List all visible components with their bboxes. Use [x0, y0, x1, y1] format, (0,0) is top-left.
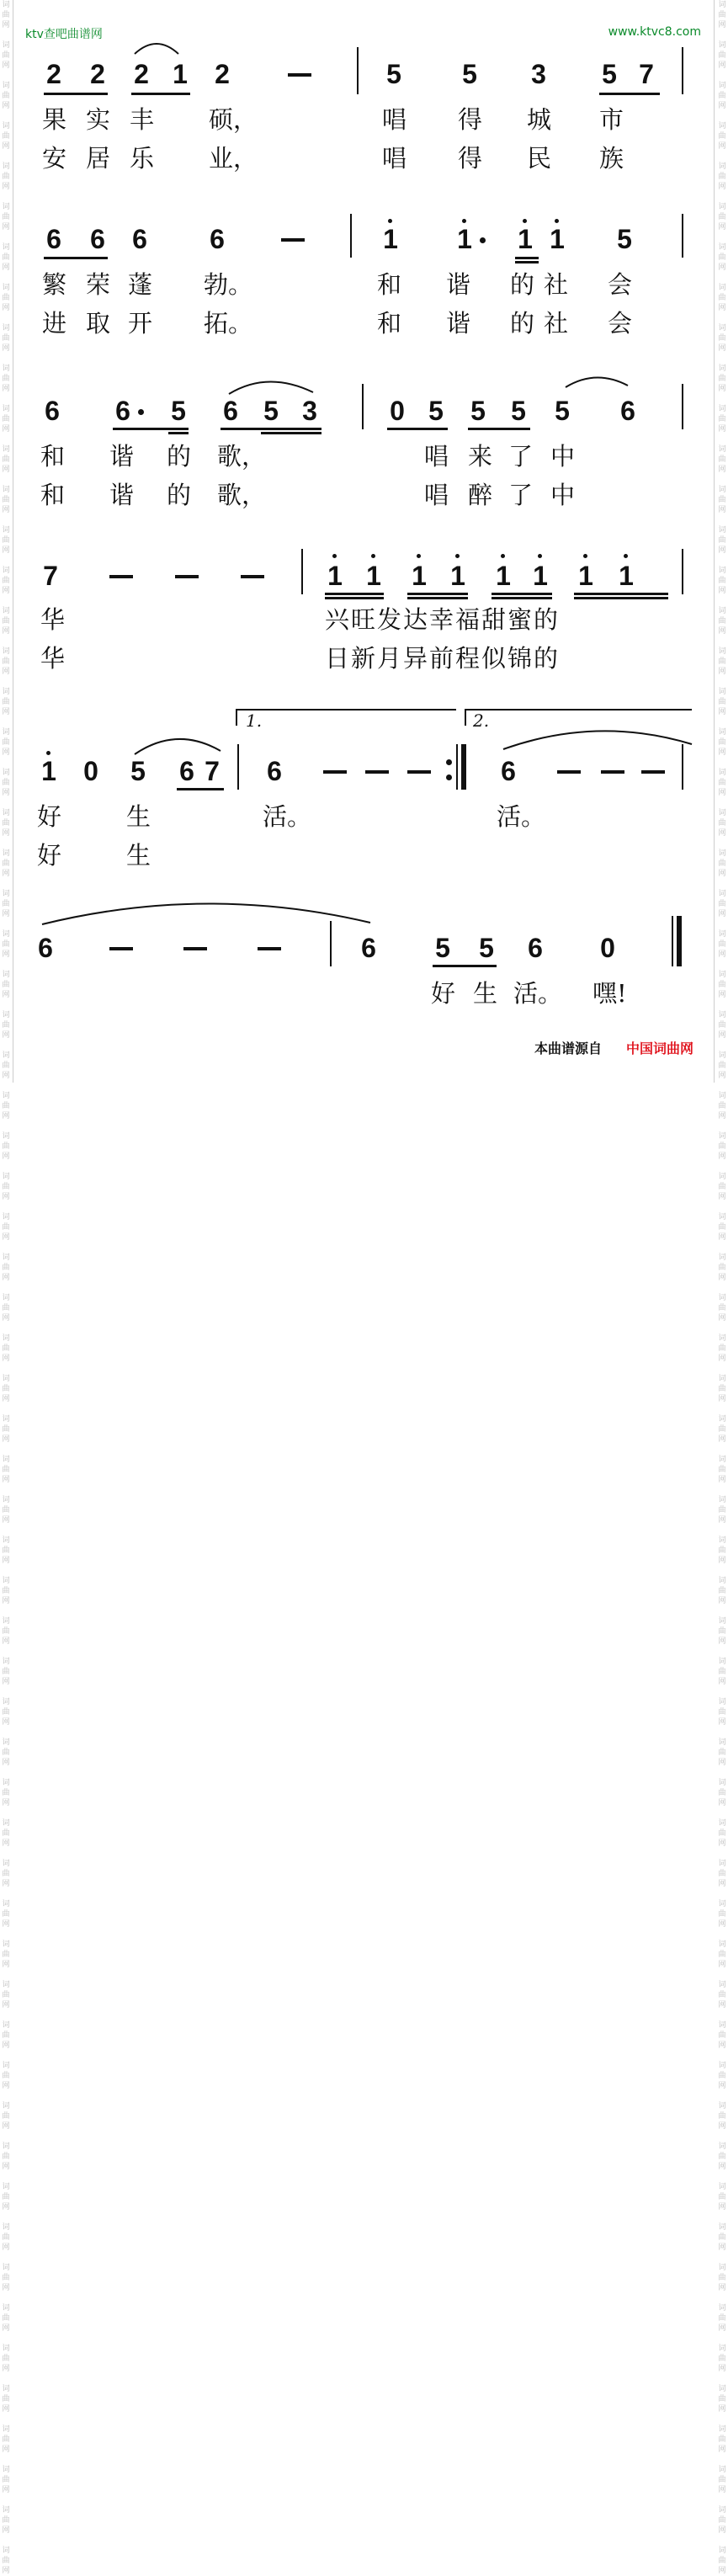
sixteenth-underline	[407, 597, 468, 599]
lyric: 会	[608, 270, 633, 299]
dash	[241, 575, 264, 578]
note: 1	[450, 561, 465, 591]
note: 2	[46, 59, 61, 89]
site-link-left[interactable]: ktv查吧曲谱网	[25, 28, 103, 41]
lyric: 社	[544, 270, 569, 299]
note: 6	[223, 396, 238, 426]
octave-dot	[455, 554, 460, 558]
lyric: 和	[377, 309, 402, 338]
lyric: 唱	[424, 442, 449, 471]
note: 1	[550, 224, 565, 254]
barline	[682, 744, 683, 790]
octave-dot	[462, 219, 466, 223]
sixteenth-underline	[325, 597, 384, 599]
lyric: 乐	[130, 144, 155, 173]
octave-dot	[624, 554, 628, 558]
lyric: 好	[37, 841, 62, 870]
note: 6	[115, 396, 130, 426]
lyric: 唱	[382, 144, 407, 173]
lyric: 的	[167, 442, 192, 471]
lyric: 嘿!	[592, 979, 627, 1008]
lyric: 荣	[86, 270, 111, 299]
dash	[288, 73, 311, 77]
note: 6	[361, 933, 376, 963]
volta-1-label: 1.	[246, 711, 263, 731]
lyric: 的	[510, 309, 535, 338]
note: 7	[43, 561, 58, 591]
eighth-underline	[387, 428, 448, 430]
note: 1	[41, 756, 56, 786]
lyric: 活。	[497, 802, 546, 831]
dash	[601, 770, 624, 774]
note: 5	[602, 59, 617, 89]
lyric: 活。	[513, 979, 563, 1008]
augmentation-dot	[138, 409, 144, 415]
note: 2	[90, 59, 105, 89]
lyric: 华	[40, 605, 66, 634]
lyric: 了	[508, 442, 534, 471]
sixteenth-underline	[492, 597, 552, 599]
lyric: 唱	[382, 105, 407, 134]
dash	[323, 770, 347, 774]
dash	[109, 575, 133, 578]
note: 6	[620, 396, 635, 426]
lyric: 谐	[109, 481, 135, 509]
lyric: 民	[527, 144, 552, 173]
note: 6	[132, 224, 147, 254]
lyric: 生	[473, 979, 498, 1008]
eighth-underline	[44, 257, 108, 259]
watermark-strip-right: 词 曲 网 词 曲 网 词 曲 网 词 曲 网 词 曲 网 词 曲 网 词 曲 网 词 曲 网 词 曲 网 词 曲 网 词 曲 网 词 曲 网 词 曲 网 词 曲 网 词 曲 网 词 曲 网 词 曲 网 词 曲 网 词 曲 网 词 曲 网 词 曲 网 词 曲 网 词 曲 网 词 曲 网 词 曲 网 词 曲 网 词 曲 网 词 曲 网 词 曲 网 词 曲 网 词 曲 网 词 曲 网 词 曲 网 词 曲 网 词 曲 网 词 曲 网 词 曲 网 词 曲 网 词 曲 网 词 曲 网 词 曲 网 词 曲 网 词 曲 网 词 曲 网 词 曲 网 词 曲 网 词 曲 网 词 曲 网 词 曲 网 词 曲 网 词 曲 网 词 曲 网 词 曲 网 词 曲 网 词 曲 网 词 曲 网 词 曲 网 词 曲 网 词 曲 网 词 曲 网 词 曲 网 词 曲 网 词 曲 网 词 曲 网	[718, 1, 726, 2575]
lyric: 蓬	[128, 270, 153, 299]
slur	[135, 44, 178, 54]
barline	[350, 214, 352, 258]
eighth-underline	[468, 428, 530, 430]
dash	[281, 238, 305, 242]
lyric: 唱	[424, 481, 449, 509]
barline	[682, 384, 683, 429]
lyric: 的	[510, 270, 535, 299]
lyric: 谐	[446, 270, 471, 299]
lyric: 生	[126, 802, 151, 831]
note: 1	[457, 224, 472, 254]
lyric: 实	[86, 105, 111, 134]
note: 1	[366, 561, 381, 591]
lyric: 华	[40, 644, 66, 673]
sixteenth-underline	[574, 593, 668, 595]
dash	[365, 770, 389, 774]
note: 2	[134, 59, 149, 89]
lyric: 果	[42, 105, 67, 134]
barline	[301, 549, 303, 594]
note: 5	[435, 933, 450, 963]
sixteenth-underline	[574, 597, 668, 599]
lyric: 安	[42, 144, 67, 173]
lyric: 醉	[468, 481, 493, 509]
note: 1	[533, 561, 548, 591]
lyric: 的	[167, 481, 192, 509]
note: 5	[479, 933, 494, 963]
note: 5	[386, 59, 401, 89]
barline	[682, 47, 683, 94]
lyric: 繁	[42, 270, 67, 299]
source-site-link[interactable]: 中国词曲网	[626, 1041, 694, 1056]
slur	[566, 377, 628, 387]
dash	[109, 947, 133, 950]
sixteenth-underline	[168, 432, 189, 434]
barline	[237, 744, 239, 790]
lyric: 勃。	[204, 270, 253, 299]
note: 3	[302, 396, 317, 426]
lyric: 丰	[130, 105, 155, 134]
eighth-underline	[44, 93, 108, 95]
lyric: 会	[608, 309, 633, 338]
lyric: 歌，	[217, 481, 267, 509]
note: 6	[45, 396, 60, 426]
site-link-right[interactable]: www.ktvc8.com	[608, 25, 701, 39]
lyric: 开	[128, 309, 153, 338]
barline	[682, 549, 683, 594]
lyric: 好	[431, 979, 456, 1008]
eighth-underline	[131, 93, 190, 95]
octave-dot	[538, 554, 542, 558]
volta-bracket	[236, 709, 237, 726]
lyric: 居	[86, 144, 111, 173]
final-barline	[677, 916, 682, 966]
note: 0	[390, 396, 405, 426]
lyric: 社	[544, 309, 569, 338]
sixteenth-underline	[325, 593, 384, 595]
note: 5	[263, 396, 279, 426]
octave-dot	[417, 554, 421, 558]
lyric: 生	[126, 841, 151, 870]
barline	[682, 214, 683, 258]
note: 5	[462, 59, 477, 89]
lyric-run: 兴旺发达幸福甜蜜的	[325, 605, 561, 634]
dash	[258, 947, 281, 950]
octave-dot	[332, 554, 337, 558]
slur	[42, 903, 370, 924]
note: 1	[412, 561, 427, 591]
lyric: 歌，	[217, 442, 267, 471]
repeat-dot	[446, 774, 452, 780]
repeat-barline	[461, 744, 466, 790]
barline	[330, 921, 332, 966]
note: 5	[555, 396, 570, 426]
octave-dot	[555, 219, 559, 223]
lyric-run: 日新月异前程似锦的	[325, 644, 561, 673]
lyric: 和	[377, 270, 402, 299]
lyric: 业，	[209, 144, 258, 173]
lyric: 市	[599, 105, 624, 134]
octave-dot	[388, 219, 392, 223]
octave-dot	[46, 751, 50, 755]
note: 2	[215, 59, 230, 89]
volta-bracket	[236, 709, 456, 711]
octave-dot	[583, 554, 587, 558]
lyric: 中	[550, 481, 576, 509]
sixteenth-underline	[407, 593, 468, 595]
note: 5	[171, 396, 186, 426]
lyric: 得	[458, 105, 483, 134]
lyric: 得	[458, 144, 483, 173]
dash	[641, 770, 665, 774]
source-label: 本曲谱源自	[534, 1041, 603, 1056]
slur	[135, 739, 221, 754]
dash	[407, 770, 431, 774]
note: 1	[327, 561, 343, 591]
eighth-underline	[113, 428, 189, 430]
sixteenth-underline	[492, 593, 552, 595]
note: 6	[267, 756, 282, 786]
sixteenth-underline	[261, 432, 321, 434]
lyric: 活。	[263, 802, 312, 831]
volta-2-label: 2.	[473, 711, 490, 731]
octave-dot	[371, 554, 375, 558]
lyric: 拓。	[204, 309, 253, 338]
octave-dot	[523, 219, 527, 223]
note: 5	[428, 396, 444, 426]
eighth-underline	[221, 428, 321, 430]
slur	[503, 731, 692, 749]
lyric: 硕，	[209, 105, 258, 134]
lyric: 进	[42, 309, 67, 338]
eighth-underline	[515, 257, 539, 259]
lyric: 和	[40, 481, 66, 509]
barline	[357, 47, 359, 94]
lyric: 取	[86, 309, 111, 338]
note: 1	[383, 224, 398, 254]
final-barline	[672, 916, 673, 966]
note: 1	[496, 561, 511, 591]
slur	[229, 381, 313, 394]
volta-bracket	[465, 709, 692, 711]
repeat-dot	[446, 759, 452, 765]
augmentation-dot	[480, 237, 486, 243]
note: 6	[38, 933, 53, 963]
note: 1	[173, 59, 188, 89]
note: 7	[639, 59, 654, 89]
note: 1	[518, 224, 533, 254]
dash	[183, 947, 207, 950]
note: 7	[205, 756, 220, 786]
lyric: 来	[468, 442, 493, 471]
note: 5	[470, 396, 486, 426]
dash	[175, 575, 199, 578]
lyric: 中	[550, 442, 576, 471]
note: 6	[90, 224, 105, 254]
barline	[362, 384, 364, 429]
note: 5	[511, 396, 526, 426]
note: 6	[179, 756, 194, 786]
eighth-underline	[599, 93, 660, 95]
note: 5	[130, 756, 146, 786]
note: 6	[501, 756, 516, 786]
eighth-underline	[177, 788, 224, 790]
note: 0	[600, 933, 615, 963]
sixteenth-underline	[515, 261, 539, 263]
note: 5	[617, 224, 632, 254]
note: 6	[528, 933, 543, 963]
note: 6	[210, 224, 225, 254]
note: 3	[531, 59, 546, 89]
octave-dot	[501, 554, 505, 558]
lyric: 和	[40, 442, 66, 471]
lyric: 好	[37, 802, 62, 831]
eighth-underline	[433, 965, 497, 967]
repeat-barline	[456, 744, 458, 790]
volta-bracket	[465, 709, 466, 726]
note: 0	[83, 756, 98, 786]
note: 6	[46, 224, 61, 254]
lyric: 城	[527, 105, 552, 134]
lyric: 族	[599, 144, 624, 173]
lyric: 了	[508, 481, 534, 509]
lyric: 谐	[109, 442, 135, 471]
note: 1	[619, 561, 634, 591]
watermark-strip-left: 词 曲 网 词 曲 网 词 曲 网 词 曲 网 词 曲 网 词 曲 网 词 曲 网 词 曲 网 词 曲 网 词 曲 网 词 曲 网 词 曲 网 词 曲 网 词 曲 网 词 曲 网 词 曲 网 词 曲 网 词 曲 网 词 曲 网 词 曲 网 词 曲 网 词 曲 网 词 曲 网 词 曲 网 词 曲 网 词 曲 网 词 曲 网 词 曲 网 词 曲 网 词 曲 网 词 曲 网 词 曲 网 词 曲 网 词 曲 网 词 曲 网 词 曲 网 词 曲 网 词 曲 网 词 曲 网 词 曲 网 词 曲 网 词 曲 网 词 曲 网 词 曲 网 词 曲 网 词 曲 网 词 曲 网 词 曲 网 词 曲 网 词 曲 网 词 曲 网 词 曲 网 词 曲 网 词 曲 网 词 曲 网 词 曲 网 词 曲 网 词 曲 网 词 曲 网 词 曲 网 词 曲 网 词 曲 网 词 曲 网 词 曲 网	[2, 1, 10, 2575]
note: 1	[578, 561, 593, 591]
dash	[557, 770, 581, 774]
lyric: 谐	[446, 309, 471, 338]
